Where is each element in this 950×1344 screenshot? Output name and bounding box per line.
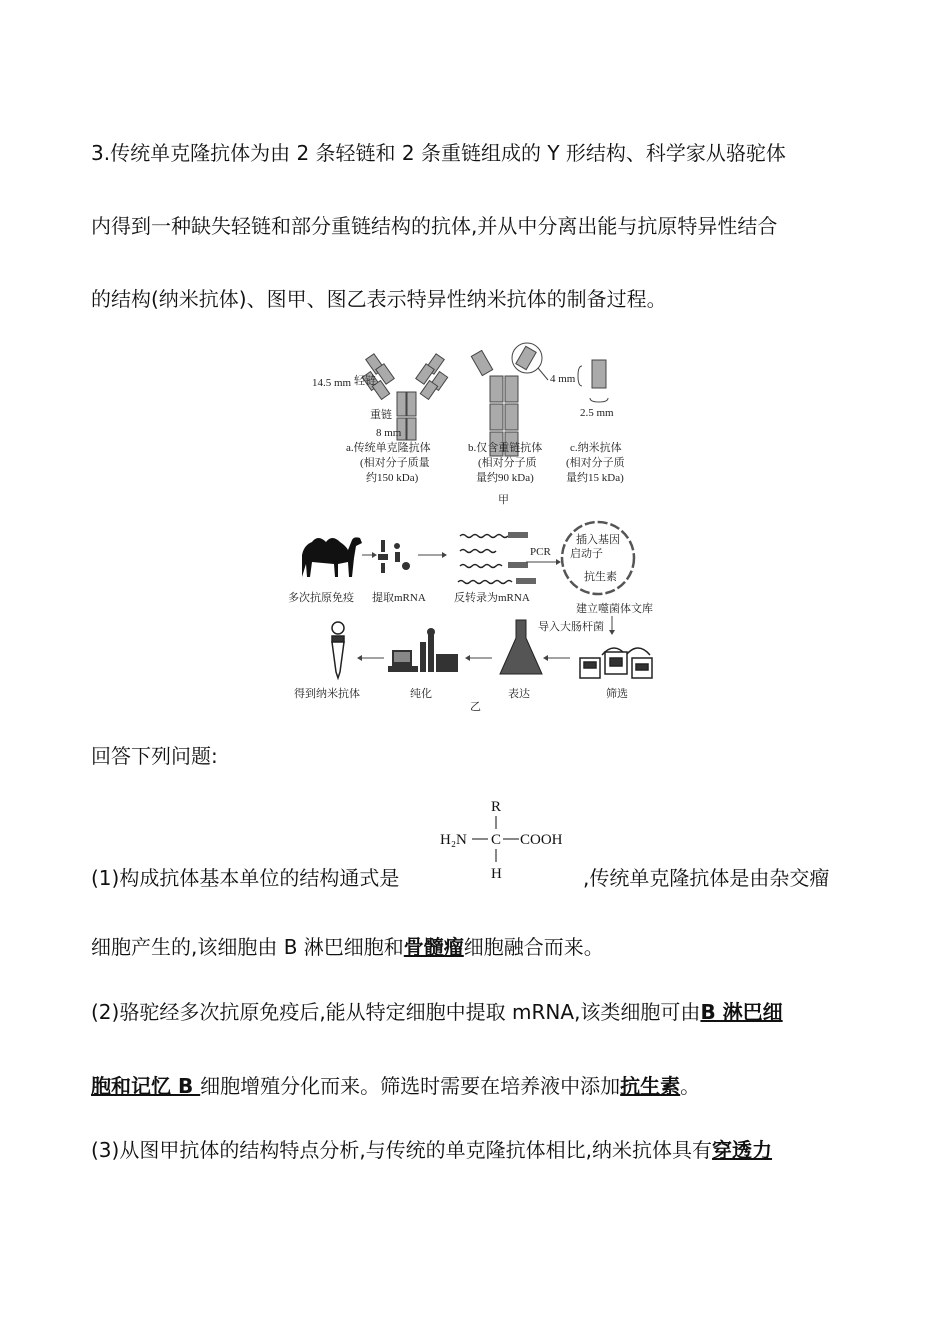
pcr-label: PCR <box>530 546 551 558</box>
plasmid-promoter: 启动子 <box>570 548 603 560</box>
q1-line-1 <box>91 864 399 892</box>
tube-icon <box>332 622 344 678</box>
caption-a-1: a.传统单克隆抗体 <box>346 442 431 454</box>
plasmid-antibiotic: 抗生素 <box>584 571 617 583</box>
label-light-chain: 轻链 <box>354 375 376 387</box>
question-line-1: 3.传统单克隆抗体为由 2 条轻链和 2 条重链组成的 Y 形结构、科学家从骆驼体 <box>91 141 786 165</box>
q2-line-1 <box>91 998 783 1026</box>
formula-h: H <box>491 866 502 882</box>
step-into-ecoli: 导入大肠杆菌 <box>538 621 604 633</box>
figure-yi-title: 乙 <box>470 701 481 713</box>
step-phage-library: 建立噬菌体文库 <box>576 603 653 615</box>
tubes-icon <box>378 540 410 573</box>
caption-a-3: 约150 kDa) <box>366 472 419 484</box>
q1-answer-myeloma: 骨髓瘤 <box>403 935 464 959</box>
label-8mm: 8 mm <box>376 427 402 439</box>
step-obtain-nanobody: 得到纳米抗体 <box>294 688 360 700</box>
q3-line1-text: (3)从图甲抗体的结构特点分析,与传统的单克隆抗体相比,纳米抗体具有 <box>91 1138 713 1162</box>
label-heavy-chain: 重链 <box>370 409 392 421</box>
caption-b-1: b.仅含重链抗体 <box>468 442 543 454</box>
q2-answer-b-cell-part2: 胞和记忆 B <box>91 1074 201 1098</box>
answer-prompt: 回答下列问题: <box>91 744 218 768</box>
dna-strands-icon <box>458 535 512 584</box>
q1-line2-text: 细胞产生的,该细胞由 B 淋巴细胞和 <box>91 935 404 959</box>
nanobody-diagram <box>592 360 606 388</box>
q1-line2-end: 细胞融合而来。 <box>463 935 604 959</box>
q3-line-1 <box>91 1136 772 1164</box>
label-14-5mm: 14.5 mm <box>312 377 352 389</box>
q1-text-part1: (1)构成抗体基本单位的结构通式是 <box>91 866 400 890</box>
caption-c-3: 量约15 kDa) <box>566 472 624 484</box>
step-screening: 筛选 <box>606 688 628 700</box>
camel-icon <box>302 537 362 577</box>
question-line-3: 的结构(纳米抗体)、图甲、图乙表示特异性纳米抗体的制备过程。 <box>91 287 667 311</box>
caption-b-3: 量约90 kDa) <box>476 472 534 484</box>
amino-acid-formula <box>436 797 586 882</box>
q2-line-2 <box>91 1072 700 1100</box>
step-extract-mrna: 提取mRNA <box>372 592 426 604</box>
q3-answer-penetration: 穿透力 <box>712 1138 773 1162</box>
caption-c-2: (相对分子质 <box>566 457 625 469</box>
step-purification: 纯化 <box>410 688 432 700</box>
figure-jia-title: 甲 <box>498 494 509 506</box>
formula-r: R <box>491 799 502 815</box>
flask-icon <box>500 620 542 674</box>
step-reverse-transcription: 反转录为mRNA <box>454 592 530 604</box>
formula-h2n: H₂N <box>440 832 467 848</box>
q2-line2-end: 。 <box>680 1074 701 1098</box>
formula-cooh: COOH <box>520 832 563 848</box>
question-line-2: 内得到一种缺失轻链和部分重链结构的抗体,并从中分离出能与抗原特异性结合 <box>91 214 778 238</box>
caption-a-2: (相对分子质量 <box>360 457 430 469</box>
step-immunization: 多次抗原免疫 <box>288 592 354 604</box>
caption-c-1: c.纳米抗体 <box>570 442 622 454</box>
antibody-figure <box>280 340 680 715</box>
formula-c: C <box>491 832 502 848</box>
q2-line1-text: (2)骆驼经多次抗原免疫后,能从特定细胞中提取 mRNA,该类细胞可由 <box>91 1000 701 1024</box>
screening-dishes-icon <box>580 648 652 678</box>
label-2-5mm: 2.5 mm <box>580 407 614 419</box>
purification-equipment-icon <box>388 628 458 672</box>
q1-line-1-cont <box>583 864 829 892</box>
step-expression: 表达 <box>508 688 530 700</box>
q2-answer-antibiotic: 抗生素 <box>620 1074 681 1098</box>
q1-text-part2: ,传统单克隆抗体是由杂交瘤 <box>583 866 830 890</box>
q1-line-2 <box>91 933 604 961</box>
label-4mm: 4 mm <box>550 373 576 385</box>
heavy-chain-antibody-diagram <box>471 343 542 456</box>
caption-b-2: (相对分子质 <box>478 457 537 469</box>
q2-answer-b-cell-part1: B 淋巴细 <box>700 1000 783 1024</box>
plasmid-insert-gene: 插入基因 <box>576 534 620 546</box>
q2-line2-text: 细胞增殖分化而来。筛选时需要在培养液中添加 <box>200 1074 621 1098</box>
